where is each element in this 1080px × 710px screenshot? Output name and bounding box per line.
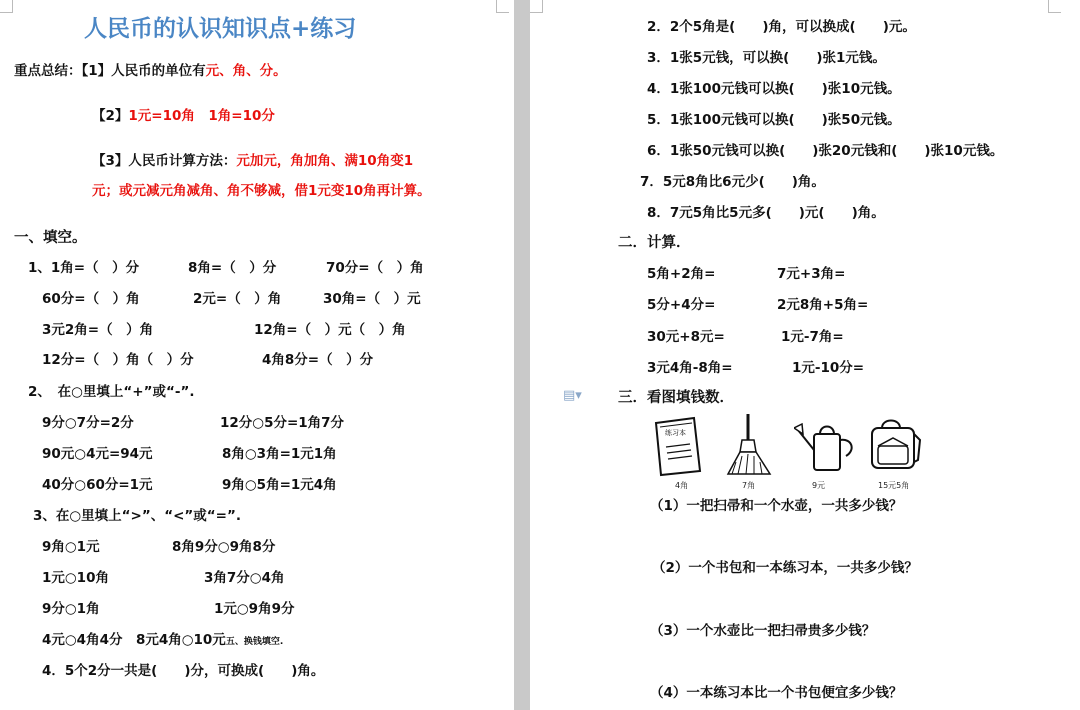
fill-item: 6．1张50元钱可以换( )张20元钱和( )张10元钱。 <box>647 143 1004 159</box>
fill-item-text: 4元○4角4分 8元4角○10元 <box>42 632 226 648</box>
crop-mark <box>1048 0 1061 13</box>
price-caption: 4角 <box>675 481 689 490</box>
page-title: 人民币的认识知识点+练习 <box>84 15 357 42</box>
fill-item: 9分○7分=2分 <box>42 415 134 431</box>
fill-item: 9角○1元 <box>42 539 100 555</box>
question-heading: 3、在○里填上“>”、“<”或“=”. <box>33 508 241 524</box>
question-heading: 2、 在○里填上“+”或“-”. <box>28 384 195 400</box>
fill-item: 30角=（ ）元 <box>323 291 421 307</box>
page-gutter <box>514 0 530 710</box>
fill-item: 12角=（ ）元（ ）角 <box>254 322 406 338</box>
fill-item: 3角7分○4角 <box>204 570 285 586</box>
fill-item: 1元○9角9分 <box>214 601 295 617</box>
fill-item: 12分=（ ）角（ ）分 <box>42 352 194 368</box>
calc-item: 3元4角-8角= <box>647 360 733 376</box>
fill-item: 2．2个5角是( )角，可以换成( )元。 <box>647 19 916 35</box>
notebook-label: 练习本 <box>665 429 686 437</box>
small-heading: 五、换钱填空. <box>225 637 284 647</box>
summary-label: 重点总结： <box>14 63 82 79</box>
fill-item: 1、1角=（ ）分 <box>28 260 140 276</box>
fill-item: 12分○5分=1角7分 <box>220 415 345 431</box>
price-caption: 7角 <box>742 481 756 490</box>
section-heading: 二．计算． <box>618 235 691 251</box>
summary-text: 【3】人民币计算方法： <box>92 153 237 169</box>
fill-item: 90元○4元=94元 <box>42 446 153 462</box>
broom-icon <box>724 412 774 478</box>
fill-item: 1元○10角 <box>42 570 109 586</box>
fill-item: 60分=（ ）角 <box>42 291 140 307</box>
fill-item: 4．1张100元钱可以换( )张10元钱。 <box>647 81 901 97</box>
fill-item: 8．7元5角比5元多( )元( )角。 <box>647 205 885 221</box>
right-page <box>530 0 1080 710</box>
calc-item: 2元8角+5角= <box>777 297 869 313</box>
summary-text: 【2】 <box>92 108 129 124</box>
summary-red-text: 元、角、分。 <box>205 63 287 79</box>
document-icon[interactable]: ▤▾ <box>563 388 582 403</box>
fill-item: 9分○1角 <box>42 601 100 617</box>
fill-item: 7．5元8角比6元少( )角。 <box>640 174 825 190</box>
notebook-icon <box>652 415 704 477</box>
fill-item: 3元2角=（ ）角 <box>42 322 154 338</box>
fill-item: 3．1张5元钱，可以换( )张1元钱。 <box>647 50 886 66</box>
fill-item: 2元=（ ）角 <box>193 291 282 307</box>
backpack-icon <box>864 416 924 474</box>
fill-item: 40分○60分=1元 <box>42 477 153 493</box>
section-heading: 一、填空。 <box>14 230 87 246</box>
word-problem: （3）一个水壶比一把扫帚贵多少钱？ <box>650 623 876 639</box>
fill-item: 9角○5角=1元4角 <box>222 477 337 493</box>
price-caption: 15元5角 <box>878 481 910 490</box>
calc-item: 1元-7角= <box>781 329 844 345</box>
summary-red-text: 1元=10角 1角=10分 <box>128 108 275 124</box>
left-page <box>0 0 514 710</box>
fill-item: 4角8分=（ ）分 <box>262 352 374 368</box>
summary-red-text: 元加元，角加角、满10角变1 <box>236 153 414 169</box>
calc-item: 5分+4分= <box>647 297 716 313</box>
watering-can-icon <box>794 420 860 476</box>
summary-line-2 <box>92 107 275 125</box>
word-problem: （2）一个书包和一本练习本，一共多少钱？ <box>652 560 918 576</box>
calc-item: 7元+3角= <box>777 266 846 282</box>
fill-item <box>42 631 283 651</box>
word-problem: （4）一本练习本比一个书包便宜多少钱？ <box>650 685 903 701</box>
crop-mark <box>0 0 13 13</box>
fill-item: 5．1张100元钱可以换( )张50元钱。 <box>647 112 901 128</box>
fill-item: 70分=（ ）角 <box>326 260 424 276</box>
calc-item: 5角+2角= <box>647 266 716 282</box>
word-problem: （1）一把扫帚和一个水壶，一共多少钱？ <box>650 498 903 514</box>
calc-item: 30元+8元= <box>647 329 725 345</box>
crop-mark <box>530 0 543 13</box>
fill-item: 4．5个2分一共是( )分，可换成( )角。 <box>42 663 325 679</box>
section-heading: 三．看图填钱数． <box>618 390 734 406</box>
fill-item: 8角9分○9角8分 <box>172 539 276 555</box>
summary-line-1 <box>14 62 287 80</box>
fill-item: 8角○3角=1元1角 <box>222 446 337 462</box>
price-caption: 9元 <box>812 481 826 490</box>
crop-mark <box>496 0 509 13</box>
calc-item: 1元-10分= <box>792 360 865 376</box>
fill-item: 8角=（ ）分 <box>188 260 277 276</box>
summary-line-4: 元；或元减元角减角、角不够减，借1元变10角再计算。 <box>92 183 431 199</box>
summary-text: 【1】人民币的单位有 <box>81 63 206 79</box>
summary-line-3 <box>92 152 413 170</box>
